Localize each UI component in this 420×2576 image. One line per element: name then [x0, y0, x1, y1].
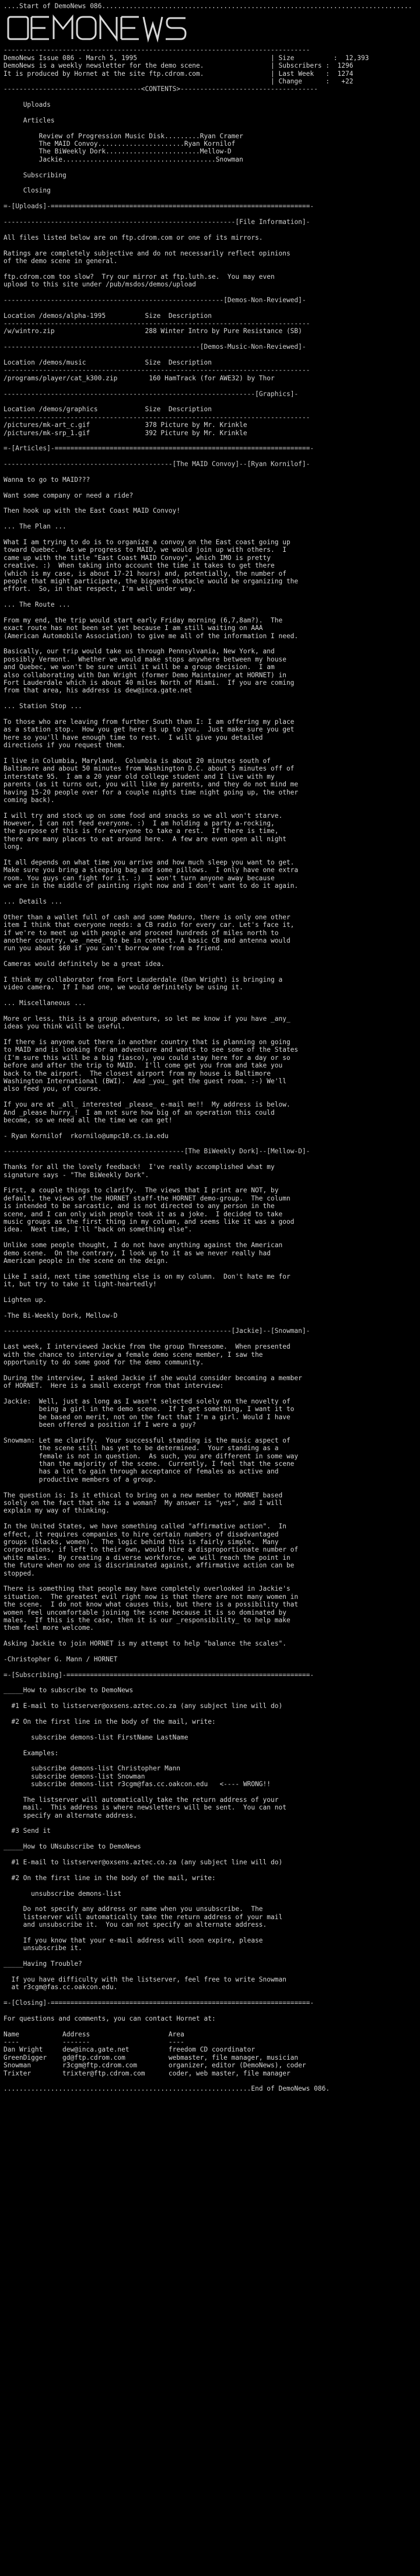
maid-article-line [4, 609, 416, 617]
subscribing-line: #1 E-mail to listserver@oxsens.aztec.co.za (any subject line will do) [4, 1859, 283, 1867]
dork-article-line: Unlike some people thought, I do not have anything against the American [4, 1241, 283, 1250]
subscribing-line: subscribe demons-list Snowman [4, 1772, 145, 1780]
maid-article-line: Fort Lauderdale which is about 40 miles North of Miami. If you are coming [4, 679, 295, 687]
dork-article-line: demo scene. On the contrary, I look up to it as we never really had [4, 1249, 271, 1257]
maid-heading: [The MAID Convoy]--[Ryan Kornilof] [172, 460, 306, 468]
closing-line: Dan Wright dew@inca.gate.net freedom CD coordinator [4, 2046, 256, 2054]
maid-article-line: run you about $60 if you can't borrow one from a friend. [4, 944, 224, 953]
maid-article-line [4, 515, 416, 523]
maid-article-line [4, 1031, 416, 1038]
closing-heading: [Closing] [11, 1999, 47, 2007]
subscribing-line: specify an alternate address. [4, 1811, 138, 1819]
dork-article-body [4, 1163, 416, 1320]
stat-last-week: | Last Week : 1274 [271, 69, 354, 78]
maid-article-line [4, 890, 416, 898]
closing-line: Snowman r3cgm@ftp.cdrom.com organizer, editor (DemoNews), coder [4, 2062, 306, 2070]
subscribing-line [4, 1835, 416, 1843]
maid-article-line: Washington International (BWI). And _you_ get the guest room. :-) We'll [4, 1077, 286, 1085]
subscribing-line [4, 1866, 416, 1874]
dork-article-line: signature says - "The BiWeekly Dork". [4, 1171, 149, 1179]
subscribing-line: listserver will automatically take the return address of your mail [4, 1913, 283, 1921]
jackie-article-line: In the United States, we have something called "affirmative action". In [4, 1522, 286, 1531]
subscribing-line: unsubscribe it. [4, 1944, 82, 1952]
maid-article-line: If you are at _all_ interested _please_ e-mail me!! My address is below. [4, 1101, 290, 1109]
maid-article-line: Want some company or need a ride? [4, 491, 134, 499]
uploads-rule: =-[Uploads]-==================================================================- [4, 202, 314, 211]
contents-rule: -----------------------------------<CONTENTS>----------------------------------- [4, 85, 318, 93]
maid-article-line: came up with the title "East Coast MAID Convoy", which IMO is pretty [4, 554, 271, 562]
maid-article-line [4, 1007, 416, 1014]
jackie-article-line: productive members of a group. [4, 1475, 157, 1483]
subscribing-line [4, 1851, 416, 1859]
subscribing-line: and unsubscribe it. You can not specify an alternate address. [4, 1921, 267, 1929]
maid-article-line [4, 484, 416, 491]
stat-change: | Change : +22 [271, 77, 354, 85]
stat-subscribers: | Subscribers : 1296 [271, 62, 354, 70]
maid-article-line: directions if you request them. [4, 741, 125, 750]
demos-col-headers: Location /demos/alpha-1995 Size Description [4, 312, 212, 320]
maid-article-line [4, 851, 416, 859]
uploads-intro [4, 234, 416, 289]
maid-article-line: To those who are leaving from further South than I: I am offering my place [4, 718, 295, 726]
maid-article-line: people that might participate, the biggest obstacle would be organizing the [4, 577, 299, 585]
jackie-article-line: corporations, if left to their own, would hire a disproportionate number of [4, 1546, 299, 1554]
maid-article-line [4, 953, 416, 960]
maid-article-line: the purpose of this is for everyone to take a rest. If there is time, [4, 827, 279, 835]
uploads-intro-line: upload to this site under /pub/msdos/demos/upload [4, 281, 197, 289]
uploads-intro-line: Ratings are completely subjective and do not necessarily reflect opinions [4, 249, 290, 257]
subscribing-line: If you know that your e-mail address will soon expire, please [4, 1936, 263, 1944]
jackie-article-line: During the interview, I asked Jackie if she would consider becoming a member [4, 1374, 302, 1382]
gfx-file-row: /pictures/mk-srp_1.gif 392 Picture by Mr. Krinkle [4, 429, 247, 437]
maid-article-line: I will try and stock up on some food and snacks so we all won't starve. [4, 811, 283, 820]
maid-article-line: from that area, his address is dew@inca.gate.net [4, 687, 192, 695]
dork-article-line [4, 1234, 416, 1241]
maid-article-line: before and after the trip to MAID. I'll come get you from and take you [4, 1062, 283, 1070]
uploads-intro-line: of the demo scene in general. [4, 257, 118, 265]
subscribing-heading: [Subscribing] [11, 1671, 63, 1679]
maid-article-line: also feed you, of course. [4, 1085, 102, 1093]
file-info-rule: -----------------------------------------------------------[File Information]- [4, 218, 310, 226]
dork-article-line [4, 1265, 416, 1272]
closing-rule: =-[Closing]-==================================================================- [4, 1999, 314, 2007]
maid-article-line: to MAID and is looking for an adventure and wants to see some of the States [4, 1046, 299, 1054]
maid-article-line: - Ryan Kornilof rkornilo@umpc10.cs.ia.edu [4, 1132, 169, 1140]
jackie-article-line [4, 1632, 416, 1640]
jackie-article-line: The question is: Is it ethical to bring on a new member to HORNET based [4, 1491, 283, 1499]
jackie-article-line: the future when no one is discriminated against, affirmative action can be [4, 1562, 295, 1570]
subscribing-line [4, 1757, 416, 1765]
subscribing-line: unsubscribe demons-list [4, 1889, 122, 1898]
contents-item-articles: Articles [23, 116, 55, 124]
logo-caption: DEMONEWS [103, 41, 108, 43]
stat-size: | Size : 12,393 [271, 54, 369, 62]
header-block [4, 54, 416, 86]
maid-article-line: And _please hurry_! I am not sure how big of an operation this could [4, 1108, 275, 1116]
maid-article-line: video camera. If I had one, we would definitely be using it. [4, 984, 243, 992]
subscribing-line: Do not specify any address or name when you unsubscribe. The [4, 1905, 263, 1913]
maid-article-line: here so you'll have enough time to rest. I will give you detailed [4, 733, 263, 741]
subscribing-line [4, 1695, 416, 1702]
subscribing-line: #1 E-mail to listserver@oxsens.aztec.co.za (any subject line will do) [4, 1702, 283, 1710]
maid-article-line: there are many places to eat around here. A few are even open all night [4, 835, 286, 843]
subscribing-line: subscribe demons-list FirstName LastName [4, 1733, 188, 1741]
contents-item-uploads: Uploads [23, 101, 51, 109]
maid-article-line [4, 695, 416, 702]
closing-line: ---- ------- ---- [4, 2038, 184, 2046]
jackie-article-line [4, 1515, 416, 1522]
jackie-article-line: has a lot to gain through acceptance of females as active and [4, 1468, 279, 1476]
music-rule: --------------------------------------------------[Demos-Music-Non-Reviewed]- [4, 343, 306, 351]
subscribing-line: subscribe demons-list Christopher Mann [4, 1765, 181, 1773]
maid-article-line: and Quebec, we won't be sure until it will be a group decision. I am [4, 663, 275, 671]
maid-article-line: Basically, our trip would take us through Pennsylvania, New York, and [4, 648, 275, 656]
uploads-intro-line: All files listed below are on ftp.cdrom.com or one of its mirrors. [4, 233, 263, 242]
maid-article-line [4, 804, 416, 811]
music-file-row: /programs/player/cat_k300.zip 160 HamTrack (for AWE32) by Thor [4, 374, 275, 382]
dork-article-line: -The Bi-Weekly Dork, Mellow-D [4, 1311, 118, 1320]
maid-article-line: toward Quebec. As we progress to MAID, we would join up with others. I [4, 546, 286, 554]
maid-article-line: item I think that everyone needs: a CB radio for every car. Let's face it, [4, 921, 295, 929]
uploads-intro-line [4, 242, 416, 249]
maid-article-line: coming back). [4, 796, 55, 804]
subscribing-line: _____How to subscribe to DemoNews [4, 1686, 134, 1695]
maid-article-line [4, 710, 416, 718]
jackie-article-line: situation. The greatest evil right now is that there are not many women in [4, 1592, 299, 1601]
maid-article-line: However, I can not feed everyone. :) I am holding a party a-rocking, [4, 820, 275, 828]
closing-line: Name Address Area [4, 2030, 184, 2038]
maid-article-line [4, 593, 416, 601]
subscribing-line [4, 1929, 416, 1937]
maid-article-line: another country, we _need_ to be in contact. A basic CB and antenna would [4, 936, 290, 944]
contents-item-closing: Closing [23, 187, 51, 195]
maid-article-line [4, 1124, 416, 1132]
jackie-article-line: white males. By creating a diverse workforce, we will reach the point in [4, 1553, 290, 1562]
demos-rule: --------------------------------------------------------[Demos-Non-Reviewed]- [4, 296, 306, 304]
contents-list [4, 101, 416, 202]
subscribing-line [4, 1726, 416, 1733]
subscribing-line: The listserver will automatically take the return address of your [4, 1796, 279, 1804]
jackie-article-line: be based on merit, not on the fact that I'm a girl. Would I have [4, 1413, 290, 1421]
maid-article-line: long. [4, 843, 23, 851]
maid-article-line: ... Details ... [4, 897, 63, 905]
subscribing-line: _____How to UNsubscribe to DemoNews [4, 1843, 141, 1851]
closing-line: For questions and comments, you can contact Hornet at: [4, 2014, 216, 2022]
maid-article-line: Other than a wallet full of cash and some Maduro, there is only one other [4, 913, 290, 921]
uploads-heading: [Uploads] [11, 202, 47, 211]
maid-article-line: if we're to meet up with people and proceed hundreds of miles north to [4, 929, 279, 937]
gfx-col-rule: ------------------------------------------------------------------------------ [4, 413, 310, 421]
maid-article-line: What I am trying to do is to organize a convoy on the East coast going up [4, 538, 290, 546]
issue-line: DemoNews Issue 086 - March 5, 1995 [4, 54, 138, 62]
maid-article-line: ... Station Stop ... [4, 702, 82, 710]
contents-article-3: The BiWeekly Dork........................Mellow-D [38, 148, 232, 156]
gfx-file-row: /pictures/mk-art_c.gif 378 Picture by Mr. Krinkle [4, 421, 247, 429]
subscribing-line [4, 1741, 416, 1749]
maid-article-line: ... The Plan ... [4, 523, 66, 531]
maid-article-line: It all depends on what time you arrive and how much sleep you want to get. [4, 859, 295, 867]
maid-article-line: I think my collaborator from Fort Lauderdale (Dan Wright) is bringing a [4, 975, 283, 984]
jackie-article-line: than the majority of the scene. Currently, I feel that the scene [4, 1460, 295, 1468]
closing-body [4, 2015, 416, 2077]
maid-article-line: More or less, this is a group adventure, so let me know if you have _any_ [4, 1014, 290, 1023]
jackie-article-line: -Christopher G. Mann / HORNET [4, 1655, 118, 1663]
subscribing-line [4, 1898, 416, 1905]
closing-line: Trixter trixter@ftp.cdrom.com coder, web master, file manager [4, 2069, 290, 2077]
maid-article-line: Make sure you bring a sleeping bag and some pillows. I only have one extra [4, 866, 299, 874]
closing-line: GreenDigger gd@ftp.cdrom.com webmaster, file manager, musician [4, 2053, 299, 2062]
maid-rule: -------------------------------------------[The MAID Convoy]--[Ryan Kornilof]- [4, 460, 310, 468]
subscribing-line [4, 1952, 416, 1960]
maid-article-line: Baltimore and about 50 minutes from Washington D.C. about 5 minutes off of [4, 765, 295, 773]
jackie-article-line: the scene. I do not know what causes this, but there is a possibility that [4, 1601, 299, 1609]
maid-article-line: creative. :) When taking into account the time it takes to get there [4, 562, 275, 570]
jackie-article-line: women feel uncomfortable joining the scene because it is so dominated by [4, 1608, 286, 1616]
demo-file-row: /w/wintro.zip 288 Winter Intro by Pure Resistance (SB) [4, 327, 302, 335]
maid-article-line: I live in Columbia, Maryland. Columbia is about 20 minutes south of [4, 757, 271, 765]
jackie-article-line: being a girl in the demo scene. If I get something, I want it to [4, 1405, 295, 1413]
end-marker: ...............................................................End of DemoNews 086. [4, 2085, 330, 2093]
maid-article-line [4, 1093, 416, 1101]
jackie-article-line: There is something that people may have completely overlooked in Jackie's [4, 1585, 290, 1593]
subscribing-line [4, 1882, 416, 1889]
maid-article-line [4, 750, 416, 757]
demos-col-rule: ------------------------------------------------------------------------------ [4, 320, 310, 328]
jackie-rule: ----------------------------------------------------------[Jackie]--[Snowman]- [4, 1327, 310, 1335]
file-info-heading: [File Information] [235, 218, 306, 226]
demos-heading: [Demos-Non-Reviewed] [223, 296, 302, 304]
jackie-article-line: males. If this is the case, then it is our _responsibility_ to help make [4, 1616, 290, 1624]
subscribing-body [4, 1686, 416, 1991]
music-heading: [Demos-Music-Non-Reviewed] [200, 343, 302, 351]
subscribing-line: #2 On the first line in the body of the mail, write: [4, 1717, 216, 1726]
dork-heading: [The BiWeekly Dork]--[Mellow-D] [184, 1147, 306, 1156]
subscribing-line: subscribe demons-list r3cgm@fas.cc.oakcon.edu <---- WRONG!! [4, 1780, 271, 1788]
logo-art [4, 13, 202, 43]
jackie-article-line: Last week, I interviewed Jackie from the group Threesome. When presented [4, 1343, 290, 1351]
maid-article-line: become, so we need all the time we can get! [4, 1116, 173, 1124]
maid-article-line: also collaborating with Dan Wright (former Demo Maintainer at HORNET) in [4, 671, 286, 679]
start-marker: ....Start of DemoNews 086............................................................................... [4, 2, 412, 10]
maid-article-line [4, 968, 416, 975]
maid-article-body [4, 476, 416, 1140]
contents-article-4: Jackie.......................................Snowman [38, 155, 243, 163]
maid-article-line: as a station stop. How you get here is up to you. Just make sure you get [4, 726, 295, 734]
maid-article-line [4, 640, 416, 648]
dork-article-line [4, 1179, 416, 1186]
maid-article-line: (American Automobile Association) to give me all of the information I need. [4, 632, 299, 640]
maid-article-line: ideas you think will be useful. [4, 1023, 125, 1031]
dork-article-line: it, but try to take it light-heartedly! [4, 1280, 157, 1289]
subscribing-rule: =-[Subscribing]-==============================================================- [4, 1671, 314, 1679]
dork-article-line: is intended to be sarcastic, and is not directed to any person in the [4, 1202, 275, 1210]
desc-line-1: DemoNews is a weekly newsletter for the demo scene. [4, 62, 204, 70]
jackie-article-line: explain my way of thinking. [4, 1507, 110, 1515]
closing-line [4, 2022, 416, 2030]
jackie-article-line: them feel more welcome. [4, 1624, 94, 1632]
maid-article-line: effort. So, in that respect, I'm well under way. [4, 585, 197, 593]
gfx-heading: [Graphics] [255, 390, 295, 398]
maid-article-line: Wanna to go to MAID??? [4, 475, 90, 484]
maid-article-line: ... Miscellaneous ... [4, 999, 86, 1007]
header-rule: ------------------------------------------------------------------------------ [4, 46, 310, 54]
jackie-article-line: the scene still has yet to be determined. Your standing as a [4, 1444, 279, 1452]
gfx-rule: ----------------------------------------------------------------[Graphics]- [4, 390, 299, 398]
jackie-article-line: effect, it requires companies to hire certain numbers of disadvantaged [4, 1530, 279, 1538]
maid-article-line: possibly Vermont. Whether we would make stops anywhere between my house [4, 655, 286, 663]
jackie-article-line [4, 1647, 416, 1655]
dork-article-line: First, a couple things to clarify. The views that I print are NOT, by [4, 1186, 279, 1195]
contents-item-subscribing: Subscribing [23, 171, 66, 179]
maid-article-line: back to the airport. The closest airport from my house is Baltimore [4, 1069, 271, 1077]
maid-article-line: exact route has not been set yet because I am still waiting on AAA [4, 624, 263, 632]
jackie-article-line [4, 1483, 416, 1491]
jackie-article-line: of HORNET. Here is a small excerpt from that interview: [4, 1382, 224, 1390]
jackie-article-line: stopped. [4, 1569, 35, 1577]
maid-article-line: having 15-20 people over for a couple nights time night going up, the other [4, 788, 299, 796]
dork-article-line: scene, and I can only wish people took it as a joke. I decided to take [4, 1210, 283, 1218]
maid-article-line [4, 992, 416, 999]
jackie-article-line [4, 1366, 416, 1374]
jackie-article-body [4, 1343, 416, 1663]
subscribing-line: Examples: [4, 1749, 59, 1757]
contents-heading: <CONTENTS> [141, 85, 181, 93]
jackie-article-line [4, 1577, 416, 1585]
maid-article-line: Then hook up with the East Coast MAID Convoy! [4, 507, 181, 515]
jackie-article-line: Jackie: Well, just as long as I wasn't selected solely on the novelty of [4, 1397, 290, 1405]
demonews-logo [4, 13, 416, 43]
maid-article-line: we are in the middle of painting right now and I don't want to do it again. [4, 882, 299, 890]
maid-article-line: room. You guys can fight for it. :) I won't turn anyone away because [4, 874, 275, 882]
subscribing-line [4, 1710, 416, 1718]
uploads-intro-line [4, 265, 416, 272]
jackie-article-line: female is not in question. As such, you are different in some way [4, 1452, 299, 1460]
dork-article-line: Lighten up. [4, 1296, 47, 1304]
desc-line-2: It is produced by Hornet at the site ftp.cdrom.com. [4, 69, 204, 78]
jackie-article-line: solely on the fact that she is a woman? My answer is "yes", and I will [4, 1499, 283, 1507]
maid-article-line: If there is anyone out there in another country that is planning on going [4, 1038, 290, 1046]
jackie-article-line [4, 1429, 416, 1437]
subscribing-line: #3 Send it [4, 1827, 51, 1835]
articles-heading: [Articles] [11, 444, 51, 453]
maid-article-line: parents (as it turns out, you will like my parents, and they do not mind me [4, 780, 299, 789]
articles-rule: =-[Articles]-=================================================================- [4, 444, 314, 453]
dork-article-line: idea. Next time, I'll "back on something else". [4, 1226, 192, 1234]
maid-article-line: (which is my case, is about 17-21 hours) and, potentially, the number of [4, 569, 286, 578]
subscribing-line: mail. This address is where newsletters will be sent. You can not [4, 1804, 286, 1812]
start-marker-text: Start of DemoNews 086. [19, 2, 106, 10]
dork-article-line: Thanks for all the lovely feedback! I've really accomplished what my [4, 1163, 275, 1171]
subscribing-line: #2 On the first line in the body of the mail, write: [4, 1874, 216, 1882]
subscribing-line [4, 1968, 416, 1975]
end-marker-text: End of DemoNews 086. [251, 2085, 330, 2093]
subscribing-line: at r3cgm@fas.cc.oakcon.edu. [4, 1983, 118, 1992]
dork-article-line: default, the views of the HORNET staff-the HORNET demo-group. The column [4, 1194, 290, 1202]
subscribing-line [4, 1819, 416, 1827]
contents-article-1: Review of Progression Music Disk.........Ryan Cramer [38, 132, 243, 140]
subscribing-line: _____Having Trouble? [4, 1960, 82, 1968]
jackie-article-line: Snowman: Let me clarify. Your successful standing is the music aspect of [4, 1436, 290, 1444]
subscribing-line [4, 1788, 416, 1796]
jackie-heading: [Jackie]--[Snowman] [231, 1327, 306, 1335]
maid-article-line: interstate 95. I am a 20 year old college student and I live with my [4, 772, 275, 780]
gfx-col-headers: Location /demos/graphics Size Description [4, 405, 212, 414]
jackie-article-line [4, 1390, 416, 1398]
maid-article-line: Cameras would definitely be a great idea. [4, 960, 165, 968]
maid-article-line: ... The Route ... [4, 601, 71, 609]
music-col-rule: ------------------------------------------------------------------------------ [4, 366, 310, 374]
dork-rule: ----------------------------------------------[The BiWeekly Dork]--[Mellow-D]- [4, 1147, 310, 1156]
jackie-article-line: groups (blacks, women). The logic behind this is fairly simple. Many [4, 1538, 279, 1546]
music-col-headers: Location /demos/music Size Description [4, 359, 212, 367]
dork-article-line [4, 1289, 416, 1296]
maid-article-line: From my end, the trip would start early Friday morning (6,7,8am?). The [4, 616, 283, 624]
maid-article-line [4, 531, 416, 538]
dork-article-line: music groups as the first thing in my column, and seems like it was a good [4, 1217, 295, 1226]
dork-article-line [4, 1304, 416, 1311]
jackie-article-line: opportunity to do some good for the demo community. [4, 1359, 204, 1367]
maid-article-line [4, 905, 416, 913]
jackie-article-line: Asking Jackie to join HORNET is my attempt to help "balance the scales". [4, 1640, 286, 1648]
maid-article-line: (I'm sure this will be a big fiasco), you could stay here for a day or so [4, 1054, 290, 1062]
contents-article-2: The MAID Convoy......................Ryan Kornilof [38, 140, 236, 148]
dork-article-line: American people in the scene on the deign. [4, 1256, 169, 1265]
subscribing-line: If you have difficulty with the listserver, feel free to write Snowman [4, 1975, 286, 1983]
maid-article-line [4, 499, 416, 507]
uploads-intro-line: ftp.cdrom.com too slow? Try our mirror at ftp.luth.se. You may even [4, 272, 275, 281]
jackie-article-line: with the chance to interview a female demo scene member, I saw the [4, 1350, 263, 1359]
jackie-article-line: been offered a position if I were a guy? [4, 1421, 197, 1429]
dork-article-line: Like I said, next time something else is on my column. Don't hate me for [4, 1272, 290, 1280]
